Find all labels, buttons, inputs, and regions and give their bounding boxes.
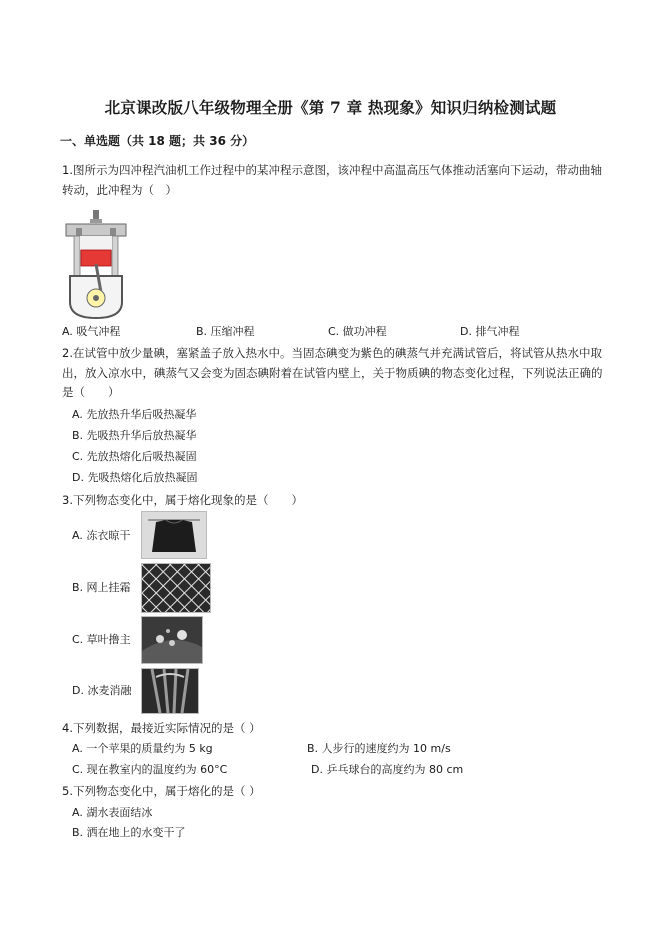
q5-option-b[interactable]: B. 洒在地上的水变干了 — [72, 826, 186, 839]
q4-option-a[interactable]: A. 一个苹果的质量约为 5 kg — [72, 742, 213, 755]
q3-option-d[interactable]: D. 冰麦消融 — [72, 684, 132, 697]
engine-diagram-icon — [62, 210, 130, 322]
q3-option-b[interactable]: B. 网上挂霜 — [72, 581, 131, 594]
melting-ice-photo-icon — [141, 668, 199, 714]
question-4-text: 4.下列数据，最接近实际情况的是（ ） — [62, 721, 261, 735]
q1-option-d[interactable]: D. 排气冲程 — [460, 325, 520, 338]
q4-option-c[interactable]: C. 现在教室内的温度约为 60°C — [72, 763, 228, 776]
q2-option-b[interactable]: B. 先吸热升华后放热凝华 — [72, 429, 197, 442]
frozen-clothes-photo-icon — [141, 511, 207, 559]
section-heading: 一、单选题（共 18 题；共 36 分） — [60, 134, 255, 148]
question-1-text: 1.图所示为四冲程汽油机工作过程中的某冲程示意图，该冲程中高温高压气体推动活塞向下运动，带动曲轴转动，此冲程为（ ） — [62, 163, 602, 197]
dew-leaf-photo-icon — [141, 616, 203, 664]
question-3-text: 3.下列物态变化中，属于熔化现象的是（ ） — [62, 493, 303, 507]
q4-option-b[interactable]: B. 人步行的速度约为 10 m/s — [307, 742, 451, 755]
page-title: 北京课改版八年级物理全册《第 7 章 热现象》知识归纳检测试题 — [104, 98, 557, 117]
q1-option-b[interactable]: B. 压缩冲程 — [196, 325, 255, 338]
q2-option-d[interactable]: D. 先吸热熔化后放热凝固 — [72, 471, 198, 484]
q2-option-a[interactable]: A. 先放热升华后吸热凝华 — [72, 408, 197, 421]
question-2-text: 2.在试管中放少量碘，塞紧盖子放入热水中。当固态碘变为紫色的碘蒸气并充满试管后，将试管从热水中取出，放入凉水中，碘蒸气又会变为固态碘附着在试管内壁上，关于物质碘的物态变化过程，下列说法正确的是（ ） — [62, 346, 603, 399]
q3-option-c[interactable]: C. 草叶撸主 — [72, 633, 131, 646]
q1-option-a[interactable]: A. 吸气冲程 — [62, 325, 121, 338]
q4-option-d[interactable]: D. 乒乓球台的高度约为 80 cm — [311, 763, 464, 776]
q3-option-a[interactable]: A. 冻衣晾干 — [72, 529, 131, 542]
q5-option-a[interactable]: A. 湖水表面结冰 — [72, 806, 153, 819]
q1-option-c[interactable]: C. 做功冲程 — [328, 325, 387, 338]
question-5-text: 5.下列物态变化中，属于熔化的是（ ） — [62, 784, 261, 798]
frost-net-photo-icon — [141, 563, 211, 613]
q2-option-c[interactable]: C. 先放热熔化后吸热凝固 — [72, 450, 197, 463]
